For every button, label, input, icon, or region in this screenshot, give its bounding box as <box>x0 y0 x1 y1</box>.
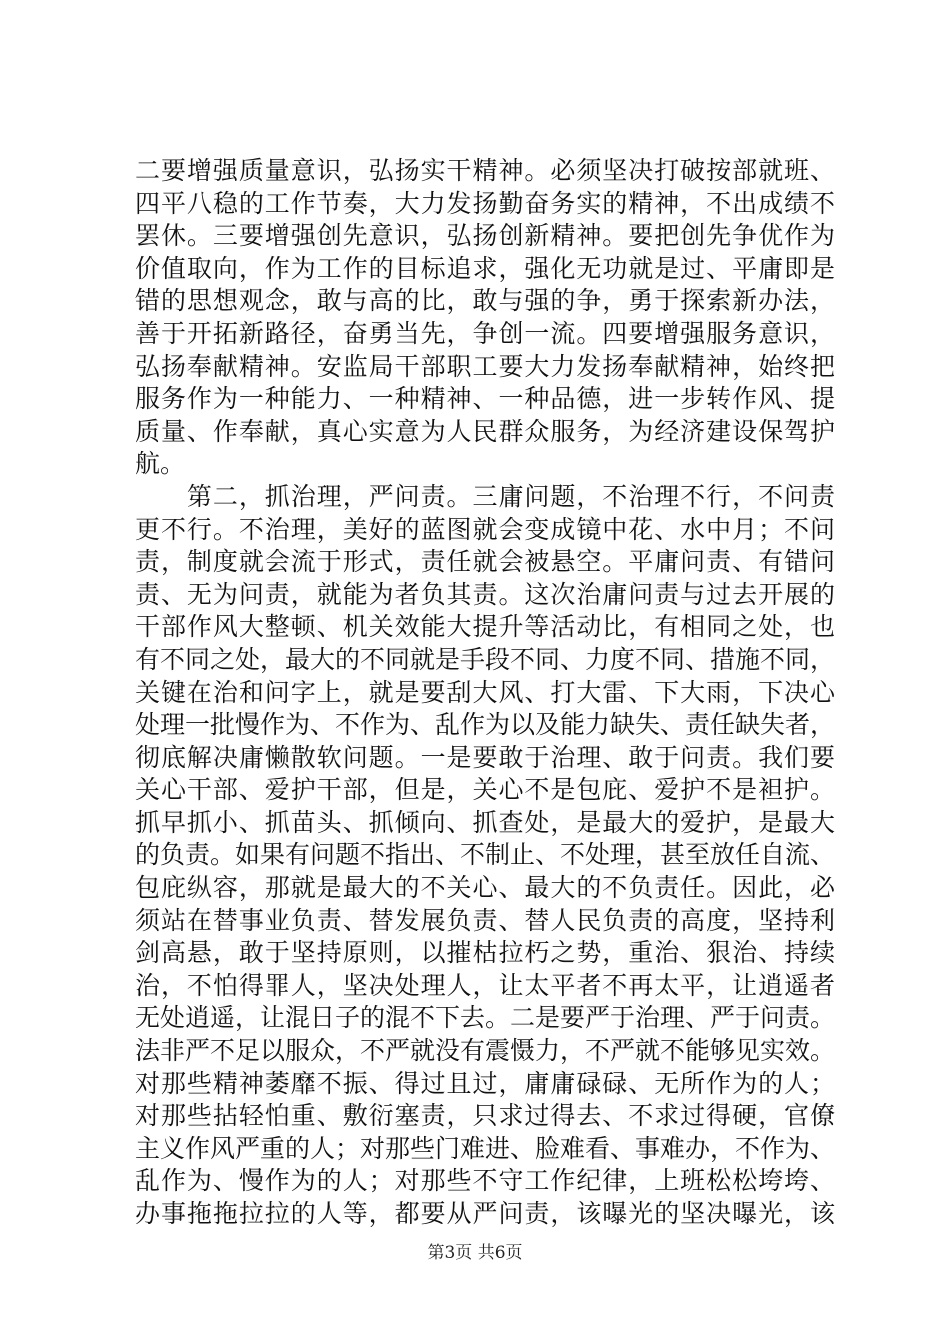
document-body <box>135 155 835 1231</box>
text-line: 关键在治和问字上，就是要刮大风、打大雷、下大雨，下决心 <box>135 677 835 707</box>
text-line: 抓早抓小、抓苗头、抓倾向、抓查处，是最大的爱护，是最大 <box>135 807 835 837</box>
text-line: 法非严不足以服众，不严就没有震慑力，不严就不能够见实效。 <box>135 1036 836 1066</box>
text-line: 罢休。三要增强创先意识，弘扬创新精神。要把创先争优作为 <box>135 221 835 251</box>
text-line: 四平八稳的工作节奏，大力发扬勤奋务实的精神，不出成绩不 <box>135 188 835 218</box>
text-line: 干部作风大整顿、机关效能大提升等活动比，有相同之处，也 <box>135 612 835 642</box>
text-line: 办事拖拖拉拉的人等，都要从严问责，该曝光的坚决曝光，该 <box>135 1199 835 1228</box>
text-line: 乱作为、慢作为的人；对那些不守工作纪律，上班松松垮垮、 <box>135 1166 835 1196</box>
text-line: 对那些精神萎靡不振、得过且过，庸庸碌碌、无所作为的人； <box>135 1068 835 1098</box>
text-line: 质量、作奉献，真心实意为人民群众服务，为经济建设保驾护 <box>135 416 835 446</box>
text-line: 剑高悬，敢于坚持原则，以摧枯拉朽之势，重治、狠治、持续 <box>135 938 835 968</box>
text-line: 二要增强质量意识，弘扬实干精神。必须坚决打破按部就班、 <box>135 156 835 185</box>
text-line: 处理一批慢作为、不作为、乱作为以及能力缺失、责任缺失者， <box>135 710 836 740</box>
text-line: 有不同之处，最大的不同就是手段不同、力度不同、措施不同， <box>135 644 836 674</box>
text-line: 的负责。如果有问题不指出、不制止、不处理，甚至放任自流、 <box>135 840 836 870</box>
text-line: 价值取向，作为工作的目标追求，强化无功就是过、平庸即是 <box>135 253 835 283</box>
text-line: 服务作为一种能力、一种精神、一种品德，进一步转作风、提 <box>135 384 835 414</box>
page-footer: 第3页 共6页 <box>427 1243 523 1263</box>
text-line: 第二，抓治理，严问责。三庸问题，不治理不行，不问责 <box>135 481 835 511</box>
text-line: 主义作风严重的人；对那些门难进、脸难看、事难办，不作为、 <box>135 1133 836 1163</box>
text-line: 彻底解决庸懒散软问题。一是要敢于治理、敢于问责。我们要 <box>135 742 835 772</box>
text-line: 须站在替事业负责、替发展负责、替人民负责的高度，坚持利 <box>135 905 835 935</box>
text-line: 更不行。不治理，美好的蓝图就会变成镜中花、水中月；不问 <box>135 514 835 544</box>
text-line: 责、无为问责，就能为者负其责。这次治庸问责与过去开展的 <box>135 579 835 609</box>
text-line: 包庇纵容，那就是最大的不关心、最大的不负责任。因此，必 <box>135 873 835 903</box>
text-line: 错的思想观念，敢与高的比，敢与强的争，勇于探索新办法， <box>135 286 835 316</box>
text-line: 弘扬奉献精神。安监局干部职工要大力发扬奉献精神，始终把 <box>135 351 835 381</box>
text-line: 善于开拓新路径，奋勇当先，争创一流。四要增强服务意识， <box>135 318 835 348</box>
text-line: 对那些拈轻怕重、敷衍塞责，只求过得去、不求过得硬，官僚 <box>135 1101 835 1131</box>
text-line: 无处逍遥，让混日子的混不下去。二是要严于治理、严于问责。 <box>135 1003 836 1033</box>
text-line: 责，制度就会流于形式，责任就会被悬空。平庸问责、有错问 <box>135 547 835 577</box>
text-line: 治，不怕得罪人，坚决处理人，让太平者不再太平，让逍遥者 <box>135 970 835 1000</box>
text-line: 关心干部、爱护干部，但是，关心不是包庇、爱护不是袒护。 <box>135 775 835 805</box>
text-line: 航。 <box>135 449 186 479</box>
